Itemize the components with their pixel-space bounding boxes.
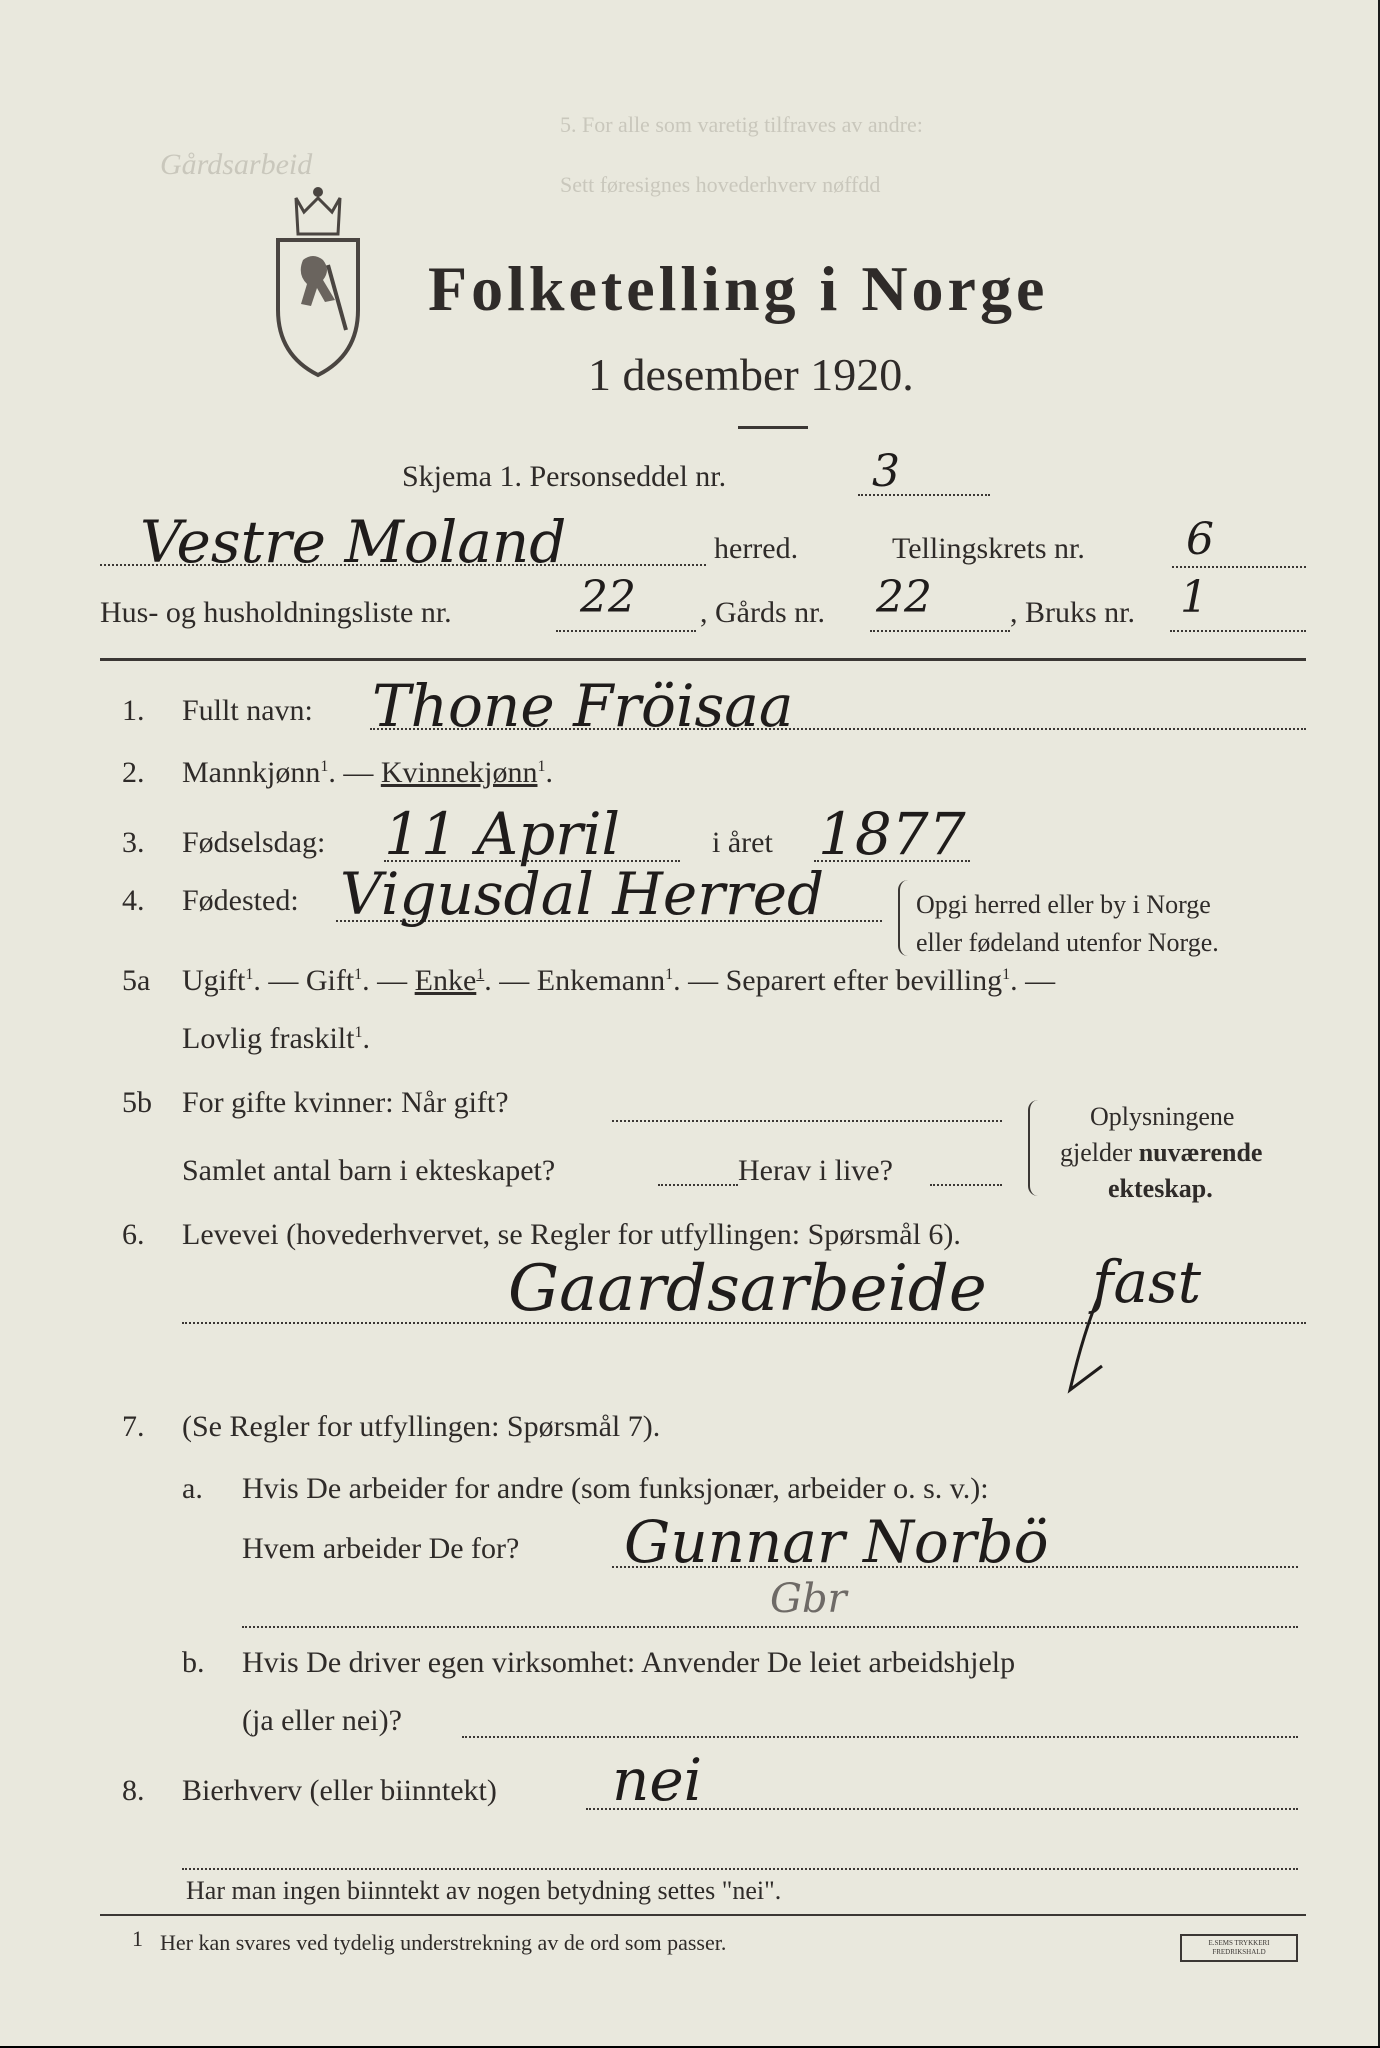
q3-number: 3. — [122, 826, 145, 859]
bruks-value: 1 — [1180, 572, 1208, 623]
q5a-number: 5a — [122, 964, 151, 997]
q7b-line2: (ja eller nei)? — [242, 1704, 402, 1737]
husliste-label: Hus- og husholdningsliste nr. — [100, 596, 452, 629]
q6-label: Levevei (hovederhvervet, se Regler for utfyllingen: Spørsmål 6). — [182, 1218, 961, 1251]
census-date: 1 desember 1920. — [588, 349, 914, 400]
bleed-through-text: Gårdsarbeid — [160, 148, 313, 181]
q4-brace — [898, 880, 910, 956]
q7-label: (Se Regler for utfyllingen: Spørsmål 7). — [182, 1410, 661, 1443]
q2-number: 2. — [122, 756, 145, 789]
q7a-line2: Hvem arbeider De for? — [242, 1532, 520, 1565]
footer-note: Har man ingen biinntekt av nogen betydning settes "nei". — [186, 1876, 782, 1905]
footer-divider — [100, 1914, 1306, 1916]
q2-sex-options: Mannkjønn$^1$. — Kvinnekjønn$^1$. — [182, 756, 553, 789]
year-label: i året — [712, 826, 773, 859]
printer-mark-text: E.SEMS TRYKKERI FREDRIKSHALD — [1208, 1939, 1270, 1956]
occupation-value: Gaardsarbeide — [508, 1252, 987, 1326]
q3-label: Fødselsdag: — [182, 826, 326, 859]
pen-stroke-mark — [1050, 1290, 1110, 1400]
q8-number: 8. — [122, 1774, 145, 1807]
q7b-line1: Hvis De driver egen virksomhet: Anvender De leiet arbeidshjelp — [242, 1646, 1016, 1679]
q7-number: 7. — [122, 1410, 145, 1443]
employer-value: Gunnar Norbö — [624, 1508, 1049, 1576]
q1-number: 1. — [122, 694, 145, 727]
q5b-label3: Herav i live? — [738, 1154, 893, 1187]
q5b-note-line3: ekteskap. — [1108, 1174, 1213, 1203]
tellingskrets-value: 6 — [1186, 514, 1214, 565]
gards-label: , Gårds nr. — [700, 596, 825, 629]
bruks-line — [1170, 630, 1306, 632]
bleed-through-text: Sett føresignes hovederhverv nøffdd — [560, 172, 881, 197]
herred-value: Vestre Moland — [140, 508, 567, 576]
q4-note-line1: Opgi herred eller by i Norge — [916, 890, 1211, 919]
tellingskrets-label: Tellingskrets nr. — [892, 532, 1085, 565]
q7b-line — [462, 1736, 1298, 1738]
q5b-brace — [1028, 1100, 1042, 1196]
gards-value: 22 — [876, 572, 932, 623]
marital-status-options: Ugift$^1$. — Gift$^1$. — Enke$^1$. — Enkemann$^1$. — Separert efter bevilling$^1$. — — [182, 964, 1056, 997]
header-divider — [100, 658, 1306, 661]
q8-label: Bierhverv (eller biinntekt) — [182, 1774, 497, 1807]
q8-line-extra — [182, 1868, 1298, 1870]
q5b-note-line1: Oplysningene — [1090, 1102, 1235, 1131]
title-divider — [738, 426, 808, 429]
skjema-label: Skjema 1. Personseddel nr. — [402, 460, 727, 493]
q5b-line3 — [930, 1184, 1002, 1186]
q7a-letter: a. — [182, 1472, 203, 1505]
norwegian-coat-of-arms-icon — [258, 180, 378, 380]
q4-label: Fødested: — [182, 884, 299, 917]
bruks-label: , Bruks nr. — [1010, 596, 1136, 629]
q7a-line1: Hvis De arbeider for andre (som funksjonær, arbeider o. s. v.): — [242, 1472, 989, 1505]
side-income-value: nei — [612, 1746, 703, 1814]
birth-year-value: 1877 — [818, 800, 966, 868]
full-name-value: Thone Fröisaa — [372, 672, 794, 740]
tellingskrets-line — [1172, 566, 1306, 568]
q5b-note-line2: gjelder nuværende — [1060, 1138, 1263, 1167]
q5b-line1 — [612, 1120, 1002, 1122]
q7a-line-extra — [242, 1626, 1298, 1628]
q6-number: 6. — [122, 1218, 145, 1251]
q5b-line2 — [658, 1184, 738, 1186]
bleed-through-text: 5. For alle som varetig tilfraves av andre: — [560, 112, 923, 137]
q5b-number: 5b — [122, 1086, 152, 1119]
q4-number: 4. — [122, 884, 145, 917]
q1-label: Fullt navn: — [182, 694, 313, 727]
male-option: Mannkjønn — [182, 756, 321, 789]
birthplace-value: Vigusdal Herred — [340, 860, 825, 928]
gards-line — [870, 630, 1010, 632]
code-mark: Gbr — [770, 1576, 847, 1622]
fraskilt-option: Lovlig fraskilt$^1$. — [182, 1022, 370, 1055]
q4-note-line2: eller fødeland utenfor Norge. — [916, 928, 1219, 957]
personseddel-value: 3 — [872, 446, 900, 497]
q7b-letter: b. — [182, 1646, 205, 1679]
husliste-line — [556, 630, 696, 632]
female-option-selected: Kvinnekjønn — [380, 756, 538, 789]
enke-option-selected: Enke — [414, 964, 477, 997]
occupation-note: fast — [1092, 1248, 1202, 1316]
herred-label: herred. — [714, 532, 799, 565]
printer-mark — [1180, 1934, 1298, 1962]
birthday-value: 11 April — [384, 800, 621, 868]
footnote-number: 1 — [132, 1926, 143, 1951]
husliste-value: 22 — [580, 572, 636, 623]
q5b-label1: For gifte kvinner: Når gift? — [182, 1086, 509, 1119]
form-title: Folketelling i Norge — [428, 253, 1049, 324]
footnote-text: Her kan svares ved tydelig understrekning av de ord som passer. — [160, 1930, 727, 1955]
q5b-label2: Samlet antal barn i ekteskapet? — [182, 1154, 556, 1187]
